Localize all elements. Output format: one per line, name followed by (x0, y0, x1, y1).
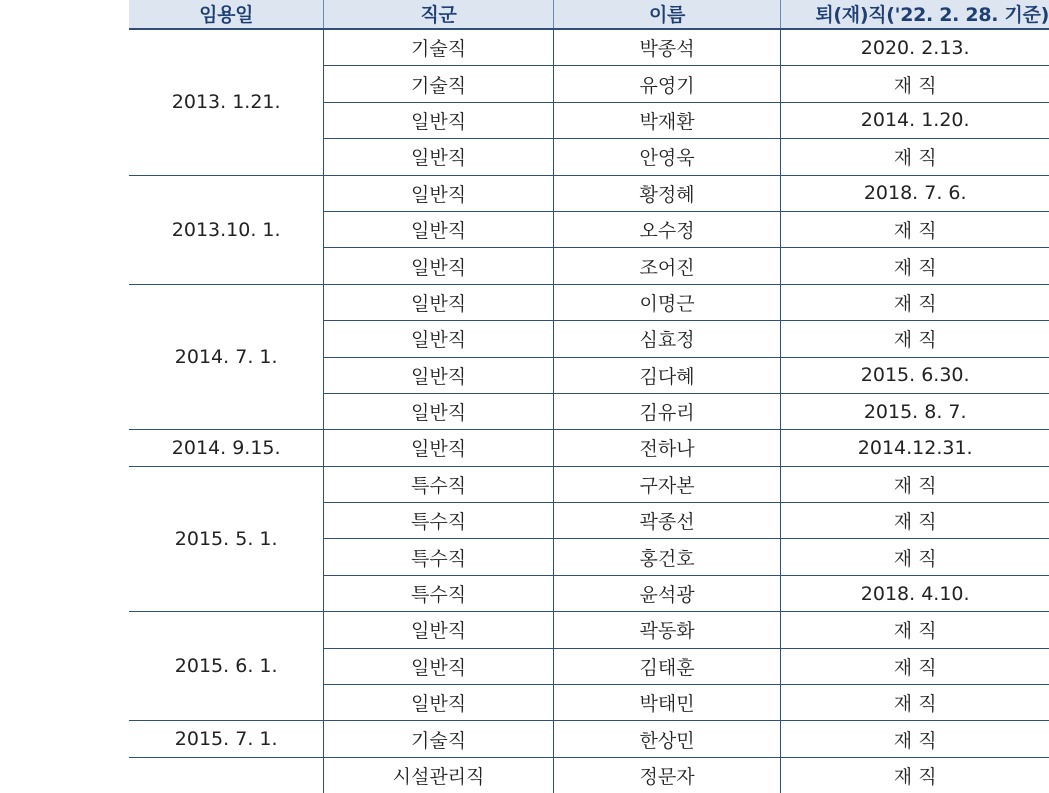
status-cell: 재 직 (781, 284, 1049, 320)
job-group-cell: 일반직 (324, 430, 553, 466)
appointment-date-cell: 2014. 9.15. (129, 430, 324, 466)
name-cell: 김유리 (553, 393, 781, 429)
job-group-cell: 특수직 (324, 503, 553, 539)
employment-table (129, 0, 1049, 793)
name-cell: 김태훈 (553, 648, 781, 684)
job-group-cell: 특수직 (324, 466, 553, 502)
header-job-group: 직군 (324, 0, 553, 29)
job-group-cell: 일반직 (324, 685, 553, 721)
appointment-date-cell: 2013.10. 1. (129, 175, 324, 284)
name-cell: 오수정 (553, 211, 781, 247)
name-cell: 박종석 (553, 29, 781, 66)
name-cell: 유영기 (553, 66, 781, 102)
job-group-cell: 일반직 (324, 139, 553, 175)
name-cell: 윤석광 (553, 575, 781, 611)
status-cell: 재 직 (781, 139, 1049, 175)
name-cell: 이명근 (553, 284, 781, 320)
job-group-cell: 기술직 (324, 29, 553, 66)
status-cell: 재 직 (781, 685, 1049, 721)
table-row (129, 175, 1049, 211)
table-body (129, 29, 1049, 793)
header-name: 이름 (553, 0, 781, 29)
status-cell: 재 직 (781, 248, 1049, 284)
name-cell: 안영욱 (553, 139, 781, 175)
job-group-cell: 일반직 (324, 248, 553, 284)
status-cell: 재 직 (781, 721, 1049, 757)
job-group-cell: 기술직 (324, 721, 553, 757)
appointment-date-cell: 2015. 5. 1. (129, 466, 324, 612)
job-group-cell: 특수직 (324, 575, 553, 611)
header-row (129, 0, 1049, 29)
name-cell: 전하나 (553, 430, 781, 466)
table-row (129, 466, 1049, 502)
job-group-cell: 일반직 (324, 175, 553, 211)
table-row (129, 284, 1049, 320)
name-cell: 박재환 (553, 102, 781, 138)
name-cell: 구자본 (553, 466, 781, 502)
table-header (129, 0, 1049, 29)
job-group-cell: 일반직 (324, 211, 553, 247)
table-row (129, 612, 1049, 648)
job-group-cell: 일반직 (324, 357, 553, 393)
status-cell: 재 직 (781, 539, 1049, 575)
appointment-date-cell: 2015. 6. 1. (129, 612, 324, 721)
job-group-cell: 시설관리직 (324, 757, 553, 793)
appointment-date-cell: 2013. 1.21. (129, 29, 324, 175)
header-appointment-date: 임용일 (129, 0, 324, 29)
name-cell: 조어진 (553, 248, 781, 284)
table-row (129, 757, 1049, 793)
status-cell: 재 직 (781, 321, 1049, 357)
job-group-cell: 일반직 (324, 612, 553, 648)
header-retirement-status: 퇴(재)직('22. 2. 28. 기준) (781, 0, 1049, 29)
name-cell: 홍건호 (553, 539, 781, 575)
appointment-date-cell: 2014. 7. 1. (129, 284, 324, 430)
name-cell: 심효정 (553, 321, 781, 357)
appointment-date-cell: 2015. 7. 1. (129, 721, 324, 757)
status-cell: 재 직 (781, 648, 1049, 684)
name-cell: 한상민 (553, 721, 781, 757)
appointment-date-cell (129, 757, 324, 793)
name-cell: 곽종선 (553, 503, 781, 539)
status-cell: 2020. 2.13. (781, 29, 1049, 66)
job-group-cell: 일반직 (324, 648, 553, 684)
status-cell: 재 직 (781, 503, 1049, 539)
status-cell: 재 직 (781, 466, 1049, 502)
name-cell: 황정혜 (553, 175, 781, 211)
name-cell: 박태민 (553, 685, 781, 721)
name-cell: 김다혜 (553, 357, 781, 393)
job-group-cell: 일반직 (324, 393, 553, 429)
status-cell: 재 직 (781, 612, 1049, 648)
name-cell: 정문자 (553, 757, 781, 793)
job-group-cell: 기술직 (324, 66, 553, 102)
status-cell: 재 직 (781, 757, 1049, 793)
status-cell: 재 직 (781, 211, 1049, 247)
status-cell: 2014.12.31. (781, 430, 1049, 466)
status-cell: 2018. 4.10. (781, 575, 1049, 611)
job-group-cell: 일반직 (324, 102, 553, 138)
status-cell: 2018. 7. 6. (781, 175, 1049, 211)
job-group-cell: 일반직 (324, 284, 553, 320)
status-cell: 2014. 1.20. (781, 102, 1049, 138)
status-cell: 2015. 8. 7. (781, 393, 1049, 429)
status-cell: 재 직 (781, 66, 1049, 102)
job-group-cell: 특수직 (324, 539, 553, 575)
table-row (129, 29, 1049, 66)
name-cell: 곽동화 (553, 612, 781, 648)
table-row (129, 430, 1049, 466)
status-cell: 2015. 6.30. (781, 357, 1049, 393)
job-group-cell: 일반직 (324, 321, 553, 357)
table-row (129, 721, 1049, 757)
